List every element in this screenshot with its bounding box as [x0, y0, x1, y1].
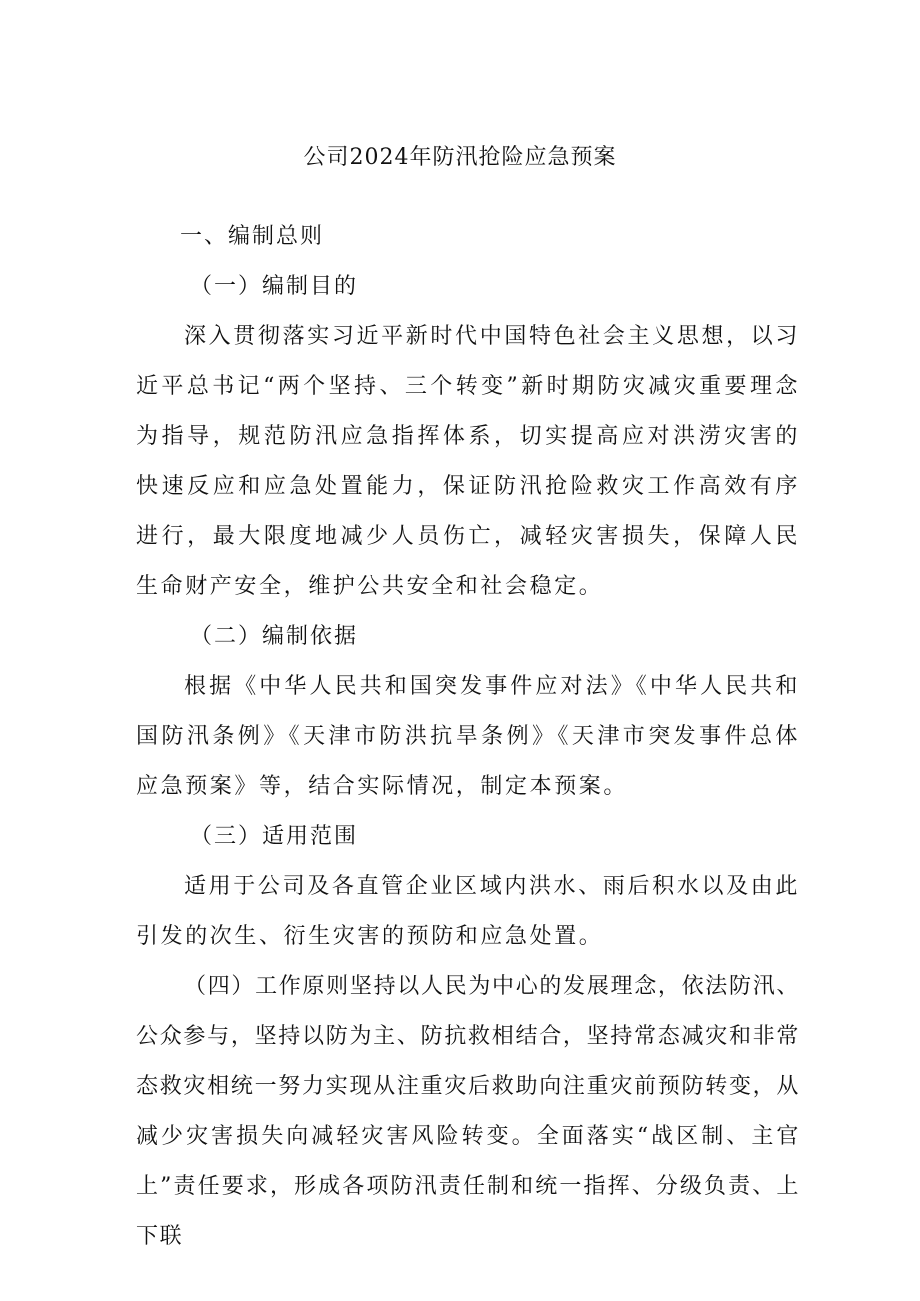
- paragraph-working-principles: （四）工作原则坚持以人民为中心的发展理念，依法防汛、公众参与，坚持以防为主、防抗救相结合，坚持常态减灾和非常态救灾相统一努力实现从注重灾后救助向注重灾前预防转变，从减少灾害损失向减轻灾害风险转变。全面落实“战区制、主官上”责任要求，形成各项防汛责任制和统一指挥、分级负责、上下联: [136, 974, 800, 1249]
- paragraph-scope: 适用于公司及各直管企业区域内洪水、雨后积水以及由此引发的次生、衍生灾害的预防和应急处置。: [136, 874, 800, 949]
- document-body: [136, 212, 800, 1262]
- subsection-heading-scope: （三）适用范围: [190, 824, 359, 849]
- document-title: 公司2024年防汛抢险应急预案: [303, 145, 617, 170]
- subsection-heading-purpose: （一）编制目的: [190, 274, 359, 299]
- subsection-heading-basis: （二）编制依据: [190, 624, 359, 649]
- section-heading-general-principles: 一、编制总则: [180, 224, 325, 249]
- paragraph-basis: 根据《中华人民共和国突发事件应对法》《中华人民共和国防汛条例》《天津市防洪抗旱条例》《天津市突发事件总体应急预案》等，结合实际情况，制定本预案。: [136, 674, 800, 799]
- paragraph-purpose: 深入贯彻落实习近平新时代中国特色社会主义思想，以习近平总书记“两个坚持、三个转变”新时期防灾减灾重要理念为指导，规范防汛应急指挥体系，切实提高应对洪涝灾害的快速反应和应急处置能力，保证防汛抢险救灾工作高效有序进行，最大限度地减少人员伤亡，减轻灾害损失，保障人民生命财产安全，维护公共安全和社会稳定。: [136, 324, 800, 599]
